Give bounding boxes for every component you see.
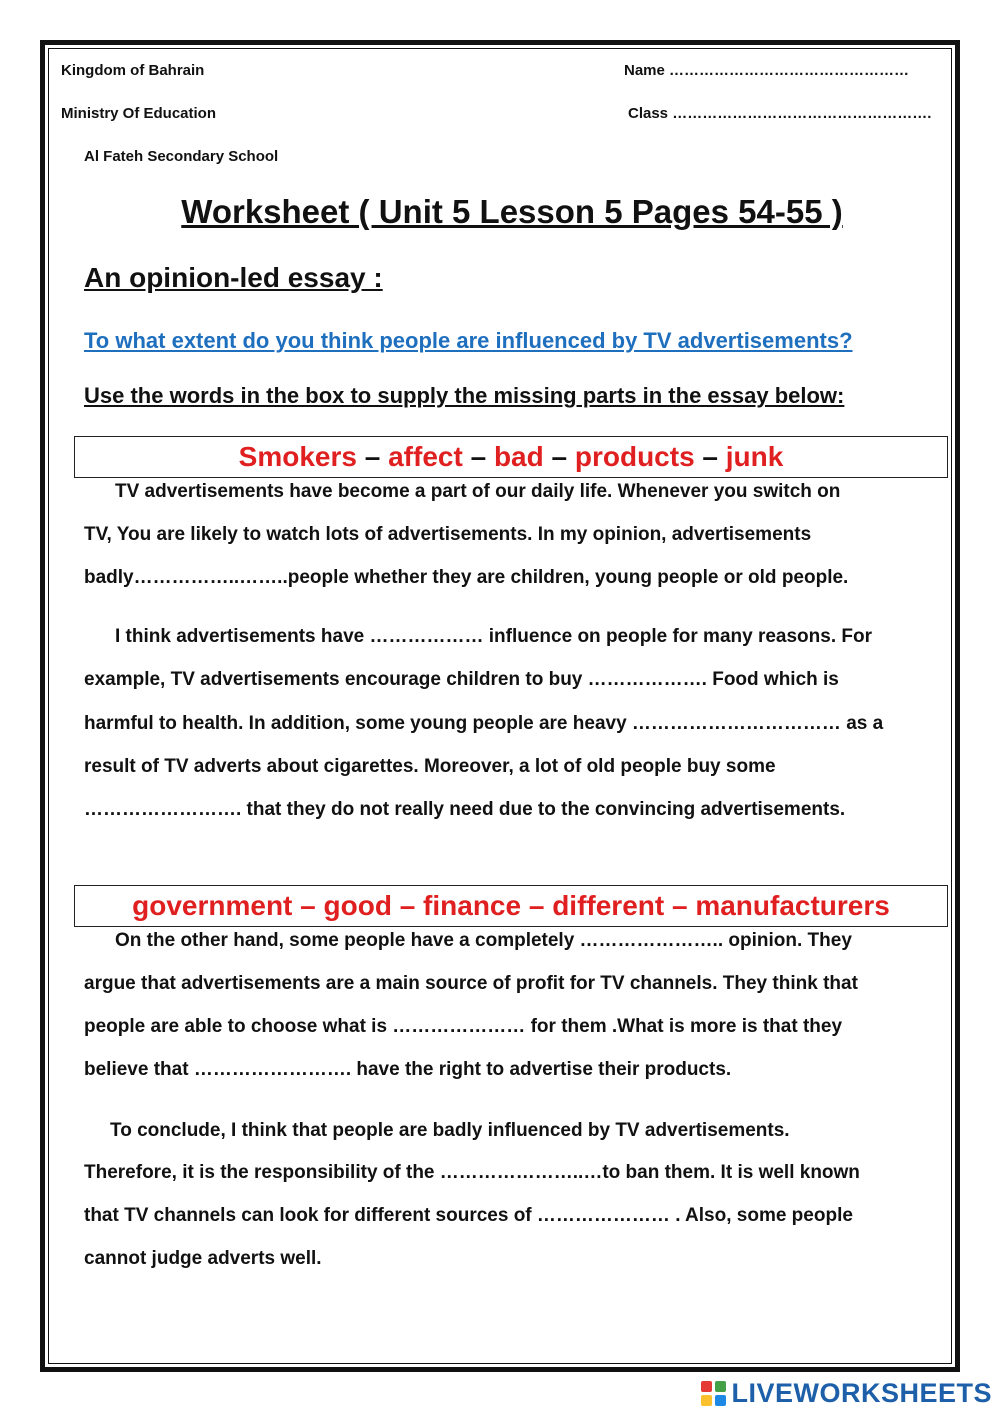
paragraph-2-line: result of TV adverts about cigarettes. Moreover, a lot of old people buy some (84, 756, 776, 777)
paragraph-2-line: I think advertisements have ……………… influence on people for many reasons. For (115, 626, 873, 647)
header-country: Kingdom of Bahrain (61, 62, 205, 79)
instruction-text: Use the words in the box to supply the missing parts in the essay below: (84, 383, 845, 408)
class-field[interactable]: Class ……………………………………………. (628, 105, 932, 122)
paragraph-3-line: believe that ……………………. have the right to advertise their products. (84, 1059, 732, 1080)
paragraph-4-line: Therefore, it is the responsibility of the …………………..…to ban them. It is well known (84, 1162, 860, 1183)
paragraph-3-line: argue that advertisements are a main source of profit for TV channels. They think that (84, 973, 858, 994)
word-separator: – (543, 441, 575, 472)
paragraph-2-line: example, TV advertisements encourage children to buy ………………. Food which is (84, 669, 839, 690)
paragraph-3-line: On the other hand, some people have a completely ………………….. opinion. They (115, 930, 852, 951)
word-separator: – (356, 441, 389, 472)
essay-question: To what extent do you think people are influenced by TV advertisements? (84, 328, 853, 353)
paragraph-2-line: ……………………. that they do not really need due to the convincing advertisements. (84, 799, 846, 820)
paragraph-3-line: people are able to choose what is ………………… for them .What is more is that they (84, 1016, 843, 1037)
paragraph-4-line: that TV channels can look for different sources of ………………… . Also, some people (84, 1205, 853, 1226)
worksheet-title: Worksheet ( Unit 5 Lesson 5 Pages 54-55 ) (181, 193, 843, 230)
header-ministry: Ministry Of Education (61, 105, 217, 122)
header-school: Al Fateh Secondary School (84, 148, 279, 165)
word-junk: junk (725, 441, 784, 472)
word-bad: bad (493, 441, 544, 472)
paragraph-1-line: TV, You are likely to watch lots of advertisements. In my opinion, advertisements (84, 524, 812, 545)
word-separator: – (694, 441, 726, 472)
word-box-1 (74, 436, 948, 478)
paragraph-4-line: cannot judge adverts well. (84, 1248, 322, 1269)
word-separator: – (462, 441, 494, 472)
liveworksheets-logo-icon (701, 1381, 727, 1407)
word-products: products (574, 441, 695, 472)
word-affect: affect (388, 441, 463, 472)
word-box-2: government – good – finance – different – manufacturers (74, 885, 948, 927)
paragraph-1-line: TV advertisements have become a part of our daily life. Whenever you switch on (115, 481, 841, 502)
name-field[interactable]: Name ………………………………………… (624, 62, 910, 79)
section-title: An opinion-led essay : (84, 262, 383, 293)
paragraph-2-line: harmful to health. In addition, some young people are heavy …………………………… as a (84, 713, 884, 734)
word-smokers: Smokers (238, 441, 357, 472)
paragraph-4-line: To conclude, I think that people are badly influenced by TV advertisements. (110, 1120, 790, 1141)
paragraph-1-line: badly……………..……..people whether they are children, young people or old people. (84, 567, 849, 588)
liveworksheets-logo[interactable] (701, 1378, 992, 1409)
liveworksheets-logo-text: LIVEWORKSHEETS (731, 1378, 992, 1408)
